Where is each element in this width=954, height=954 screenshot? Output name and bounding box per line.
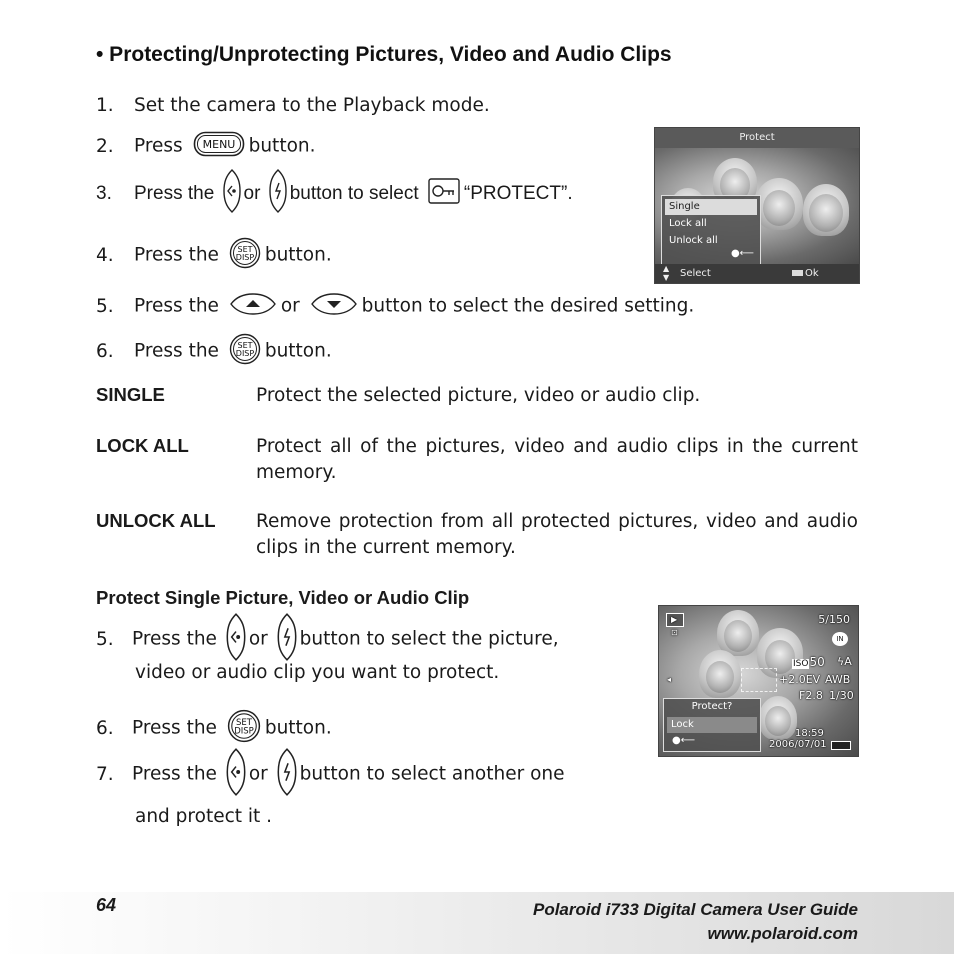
option-term-lock-all: LOCK ALL bbox=[96, 435, 189, 456]
protect-menu bbox=[661, 195, 761, 267]
step-3 bbox=[96, 168, 573, 220]
screen-bottom-bar bbox=[655, 264, 859, 283]
step-text: Set the camera to the Playback mode. bbox=[134, 95, 490, 116]
step-text: Press the bbox=[132, 628, 217, 650]
website-link[interactable]: www.polaroid.com bbox=[707, 924, 858, 943]
svg-text:SET: SET bbox=[237, 341, 253, 350]
protect-dialog bbox=[663, 698, 761, 752]
back-arrow-icon: ●⟵ bbox=[730, 248, 754, 259]
protect-key-icon bbox=[428, 178, 460, 210]
set-disp-button-icon bbox=[227, 709, 261, 748]
right-button-icon bbox=[276, 612, 298, 667]
menu-item-lock-all[interactable]: Lock all bbox=[669, 218, 707, 229]
camera-screen-protect-menu bbox=[654, 127, 860, 284]
step-text: button. bbox=[264, 340, 332, 362]
step-text: button. bbox=[264, 717, 332, 739]
svg-text:SET: SET bbox=[237, 245, 253, 254]
step-text: Press the bbox=[134, 183, 215, 205]
bottom-select-label: Select bbox=[680, 268, 711, 279]
menu-item-single[interactable]: Single bbox=[665, 199, 757, 215]
previous-arrow-icon: ◂ bbox=[667, 675, 672, 684]
iso-readout: ISO50 bbox=[793, 655, 825, 669]
step-1 bbox=[96, 95, 490, 116]
image-counter: 5/150 bbox=[818, 613, 850, 626]
step-number: 3. bbox=[96, 183, 112, 205]
step-5 bbox=[96, 293, 694, 320]
svg-text:SET: SET bbox=[235, 717, 252, 728]
step-text: Press the bbox=[132, 763, 217, 785]
step-text: button to select bbox=[289, 183, 419, 205]
date-readout: 2006/07/01 bbox=[769, 739, 827, 750]
option-term-single: SINGLE bbox=[96, 384, 165, 405]
step-4 bbox=[96, 237, 332, 274]
aperture-readout: F2.8 bbox=[799, 689, 823, 702]
step-text: Press the bbox=[132, 717, 217, 739]
awb-readout: AWB bbox=[825, 673, 851, 686]
step-text: button to select the picture, bbox=[299, 628, 559, 650]
left-button-icon bbox=[222, 168, 242, 220]
step-2 bbox=[96, 131, 316, 162]
svg-text:DISP: DISP bbox=[235, 253, 255, 262]
step2-7 bbox=[96, 747, 565, 802]
option-desc-single: Protect the selected picture, video or audio clip. bbox=[256, 385, 701, 406]
step-text: Press bbox=[134, 135, 183, 157]
step-text: or bbox=[248, 763, 268, 785]
bottom-ok-label: Ok bbox=[805, 268, 819, 279]
back-arrow-icon: ●⟵ bbox=[672, 735, 696, 746]
svg-text:DISP: DISP bbox=[235, 349, 255, 358]
right-button-icon bbox=[276, 747, 298, 802]
time-readout: 18:59 bbox=[795, 728, 824, 739]
flash-mode-icon: ϟA bbox=[837, 655, 852, 668]
step-text: Press the bbox=[134, 244, 219, 266]
step-text: or bbox=[248, 628, 268, 650]
set-disp-button-icon bbox=[229, 333, 261, 370]
step-6 bbox=[96, 333, 332, 370]
step-text: button. bbox=[248, 135, 316, 157]
step-number: 6. bbox=[96, 340, 114, 362]
option-term-unlock-all: UNLOCK ALL bbox=[96, 510, 216, 531]
step-number: 4. bbox=[96, 244, 114, 266]
step2-5-continued: video or audio clip you want to protect. bbox=[135, 662, 500, 683]
step-number: 6. bbox=[96, 717, 114, 739]
svg-text:DISP: DISP bbox=[234, 726, 254, 737]
left-button-icon bbox=[225, 747, 247, 802]
step-number: 5. bbox=[96, 628, 114, 650]
footer-text bbox=[533, 898, 858, 946]
protect-lock-icon: ⊡ bbox=[671, 628, 678, 637]
step-number: 2. bbox=[96, 135, 114, 157]
step-number: 5. bbox=[96, 295, 114, 317]
right-button-icon bbox=[268, 168, 288, 220]
step2-6 bbox=[96, 709, 332, 748]
ev-readout: +2.0EV bbox=[779, 673, 821, 686]
playback-mode-icon: ▶ bbox=[666, 613, 684, 627]
focus-frame-icon bbox=[741, 668, 777, 692]
camera-screen-playback bbox=[658, 605, 859, 757]
step-text: or bbox=[280, 295, 300, 317]
step-number: 1. bbox=[96, 95, 114, 116]
option-desc-lock-all: Protect all of the pictures, video and audio clips in the current memory. bbox=[256, 436, 858, 483]
step-text: “PROTECT”. bbox=[463, 183, 573, 205]
step2-5 bbox=[96, 612, 559, 667]
step-number: 7. bbox=[96, 763, 114, 785]
left-button-icon bbox=[225, 612, 247, 667]
menu-item-unlock-all[interactable]: Unlock all bbox=[669, 235, 718, 246]
up-button-icon bbox=[229, 293, 277, 320]
internal-memory-badge: IN bbox=[832, 632, 848, 646]
subsection-heading: Protect Single Picture, Video or Audio Clip bbox=[96, 587, 470, 608]
page-number: 64 bbox=[96, 895, 117, 915]
option-desc-unlock-all: Remove protection from all protected pictures, video and audio clips in the current memory. bbox=[256, 511, 858, 558]
step-text: or bbox=[243, 183, 261, 205]
battery-icon bbox=[831, 741, 851, 750]
svg-text:MENU: MENU bbox=[202, 138, 235, 151]
dialog-title: Protect? bbox=[691, 701, 733, 712]
step-text: button to select the desired setting. bbox=[361, 295, 695, 317]
step-text: button. bbox=[264, 244, 332, 266]
set-disp-button-icon bbox=[229, 237, 261, 274]
guide-title: Polaroid i733 Digital Camera User Guide bbox=[532, 900, 858, 919]
shutter-readout: 1/30 bbox=[829, 689, 854, 702]
dialog-option-lock[interactable]: Lock bbox=[667, 717, 757, 733]
menu-button-icon bbox=[193, 131, 245, 162]
down-button-icon bbox=[310, 293, 358, 320]
screen-title-bar: Protect bbox=[655, 128, 859, 148]
set-key-icon bbox=[792, 270, 803, 276]
step-text: button to select another one bbox=[299, 763, 565, 785]
section-heading: • Protecting/Unprotecting Pictures, Video and Audio Clips bbox=[96, 43, 672, 66]
step2-7-continued: and protect it . bbox=[135, 806, 273, 827]
up-down-arrows-icon: ▲ ▼ bbox=[663, 264, 670, 282]
step-text: Press the bbox=[134, 295, 219, 317]
step-text: Press the bbox=[134, 340, 219, 362]
